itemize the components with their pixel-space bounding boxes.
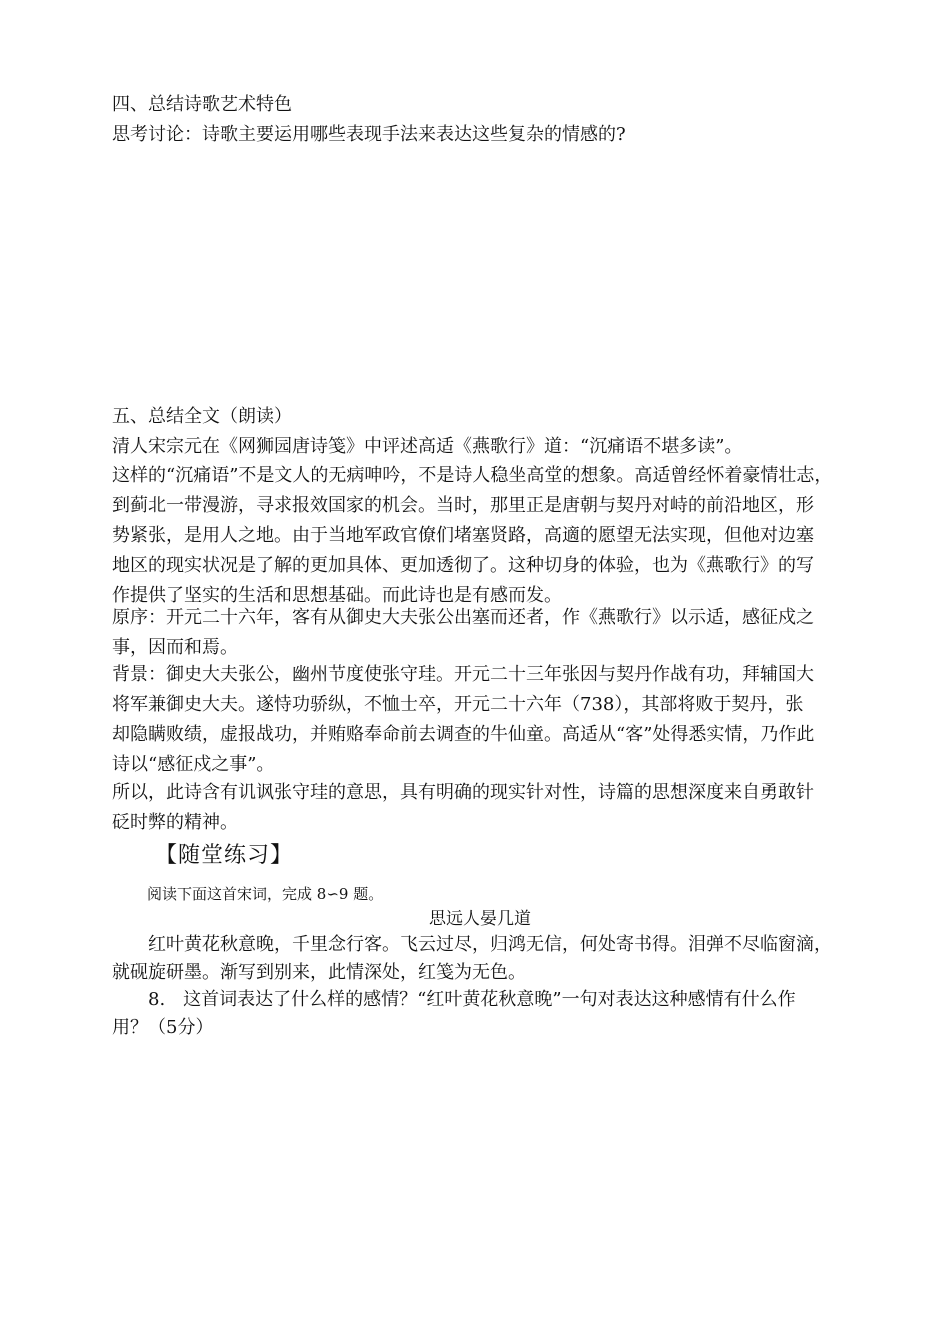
section5-quote: 清人宋宗元在《网狮园唐诗笺》中评述高适《燕歌行》道：“沉痛语不堪多读”。 [112, 436, 743, 457]
paragraph-line: 原序：开元二十六年，客有从御史大夫张公出塞而还者，作《燕歌行》以示适，感征戍之 [112, 607, 814, 628]
preface-paragraph [112, 603, 862, 663]
poem-line: 就砚旋研墨。渐写到别来，此情深处，红笺为无色。 [112, 962, 526, 983]
paragraph-line: 到蓟北一带漫游，寻求报效国家的机会。当时，那里正是唐朝与契丹对峙的前沿地区，形 [112, 495, 814, 516]
practice-title: 【随堂练习】 [155, 843, 294, 868]
conclusion-paragraph [112, 778, 862, 838]
question-line: 8. 这首词表达了什么样的感情？“红叶黄花秋意晚”一句对表达这种感情有什么作 [112, 989, 796, 1010]
paragraph-line: 势紧张，是用人之地。由于当地军政官僚们堵塞贤路，高適的愿望无法实现，但他对边塞 [112, 525, 814, 546]
section4-heading: 四、总结诗歌艺术特色 [112, 94, 292, 115]
poem-title: 思远人晏几道 [429, 909, 531, 929]
paragraph-line: 所以，此诗含有讥讽张守珪的意思，具有明确的现实针对性，诗篇的思想深度来自勇敢针 [112, 782, 814, 803]
section5-paragraph [112, 461, 862, 611]
paragraph-line: 事，因而和焉。 [112, 637, 238, 658]
paragraph-line: 这样的“沉痛语”不是文人的无病呻吟，不是诗人稳坐高堂的想象。高适曾经怀着豪情壮志， [112, 465, 833, 486]
section4-question: 思考讨论：诗歌主要运用哪些表现手法来表达这些复杂的情感的? [112, 124, 626, 145]
paragraph-line: 地区的现实状况是了解的更加具体、更加透彻了。这种切身的体验，也为《燕歌行》的写 [112, 555, 814, 576]
section5-heading: 五、总结全文（朗读） [112, 406, 292, 427]
poem-line: 红叶黄花秋意晚，千里念行客。飞云过尽，归鸿无信，何处寄书得。泪弹不尽临窗滴， [112, 934, 832, 955]
practice-instruction: 阅读下面这首宋词，完成 8∽9 题。 [147, 885, 384, 903]
background-paragraph [112, 660, 862, 780]
question-line: 用？（5分） [112, 1017, 214, 1038]
paragraph-line: 诗以“感征戍之事”。 [112, 754, 275, 775]
paragraph-line: 背景：御史大夫张公，幽州节度使张守珪。开元二十三年张因与契丹作战有功，拜辅国大 [112, 664, 814, 685]
paragraph-line: 砭时弊的精神。 [112, 812, 238, 833]
paragraph-line: 却隐瞒败绩，虚报战功，并贿赂奉命前去调查的牛仙童。高适从“客”处得悉实情，乃作此 [112, 724, 815, 745]
paragraph-line: 作提供了坚实的生活和思想基础。而此诗也是有感而发。 [112, 585, 562, 606]
paragraph-line: 将军兼御史大夫。遂恃功骄纵，不恤士卒，开元二十六年（738），其部将败于契丹，张 [112, 694, 804, 715]
poem-text [112, 931, 872, 987]
question-8 [112, 986, 872, 1042]
